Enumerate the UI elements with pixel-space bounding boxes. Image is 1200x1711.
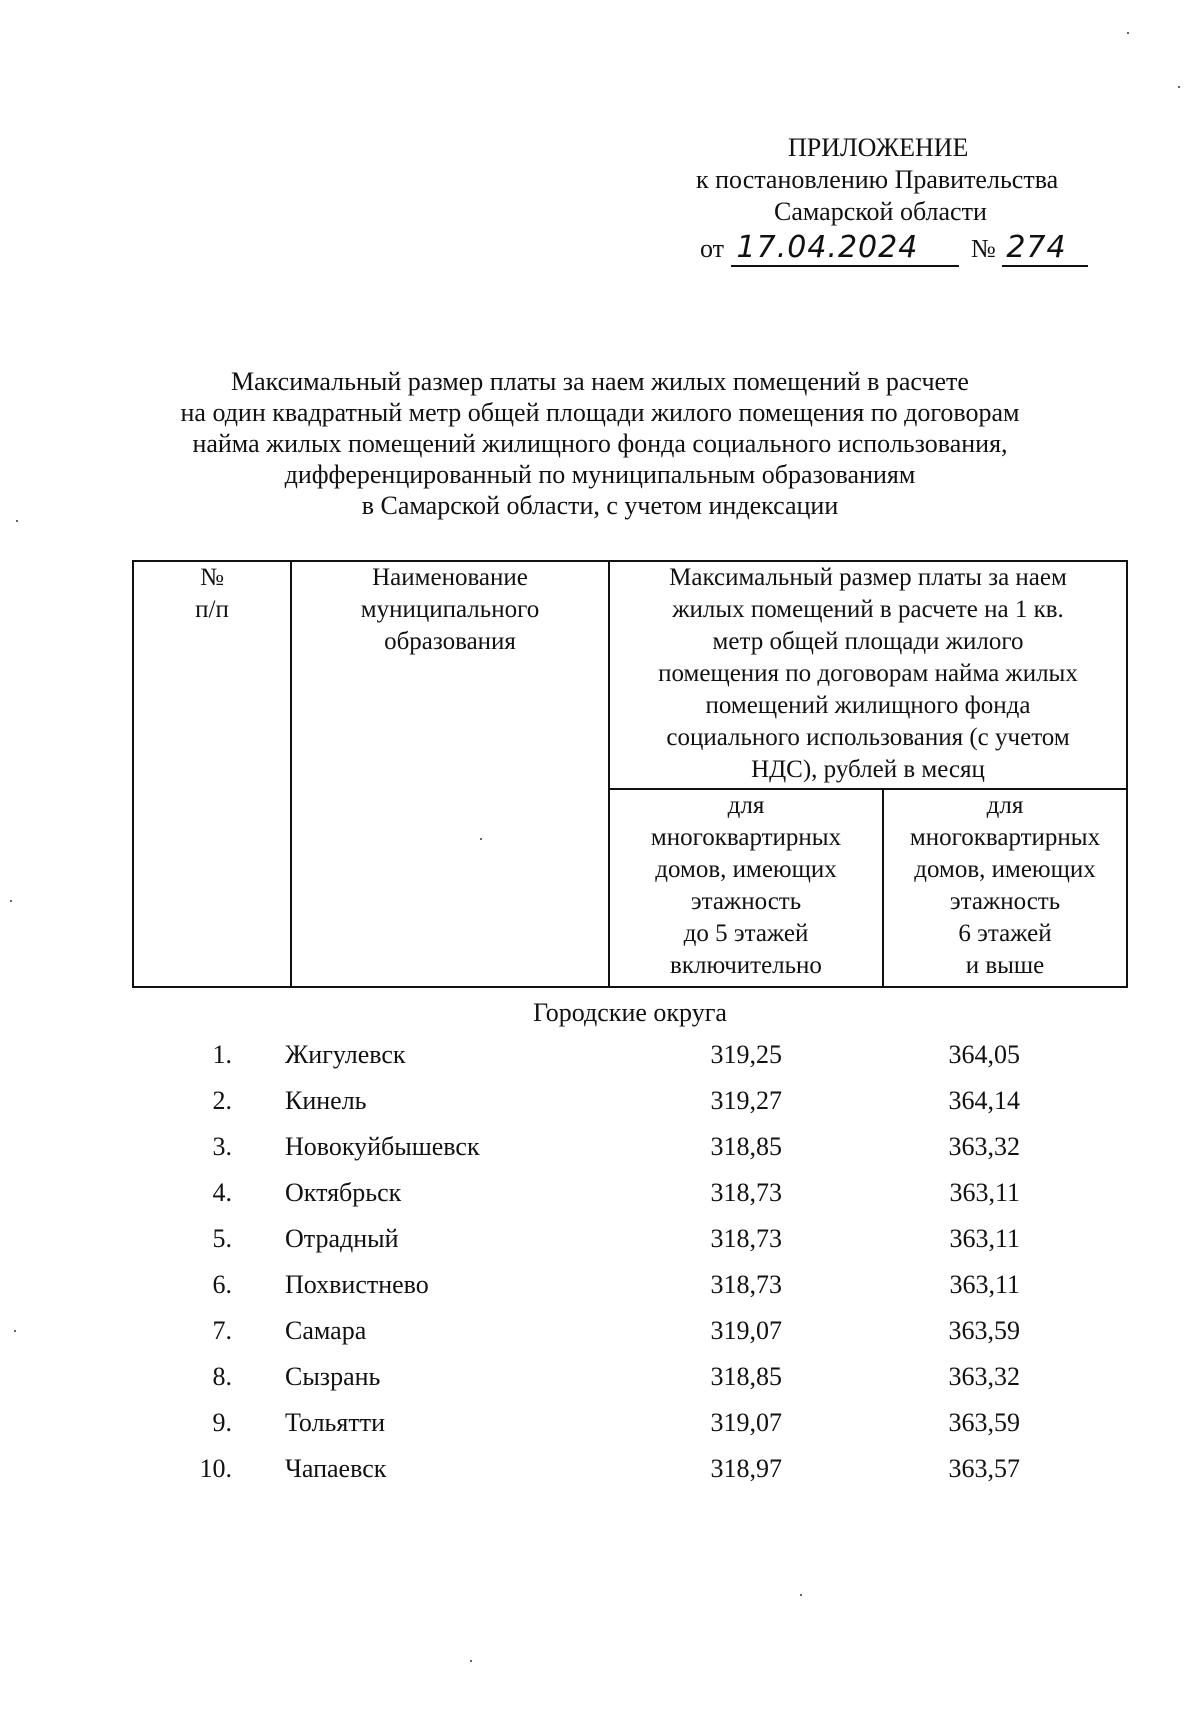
header-fee [610,562,1126,786]
row-fee-high-rise: 364,14 [948,1086,1020,1115]
header-fee-line: социального использования (с учетом [666,724,1070,751]
row-fee-low-rise: 318,73 [710,1270,782,1299]
header-sub1-line: домов, имеющих [655,856,837,883]
title-line: найма жилых помещений жилищного фонда социального использования, [192,429,1008,458]
table-row [0,1270,1200,1316]
header-name [292,562,608,658]
row-fee-high-rise: 363,59 [948,1316,1020,1345]
row-municipality: Сызрань [285,1362,381,1391]
table-row [0,1408,1200,1454]
row-fee-high-rise: 363,32 [948,1362,1020,1391]
row-municipality: Самара [285,1316,367,1345]
row-fee-high-rise: 363,32 [948,1132,1020,1161]
row-number: 9. [212,1408,232,1437]
number-prefix: № [971,234,996,263]
header-name-line: Наименование [372,564,528,591]
row-number: 3. [212,1132,232,1161]
table-border-right [1126,560,1128,988]
date-prefix: от [700,234,725,263]
handwritten-number: 274 [1006,230,1067,265]
header-fee-line: жилых помещений в расчете на 1 кв. [672,596,1064,623]
header-sub2-line: многоквартирных [909,824,1101,851]
row-municipality: Кинель [285,1086,367,1115]
header-sub1-line: включительно [670,952,822,979]
row-fee-low-rise: 318,85 [710,1132,782,1161]
header-sub-high-rise [884,790,1126,982]
appendix-title: ПРИЛОЖЕНИЕ [788,133,969,162]
row-fee-low-rise: 318,73 [710,1224,782,1253]
appendix-subtitle-1: к постановлению Правительства [696,165,1059,194]
section-label: Городские округа [533,998,727,1027]
row-number: 1. [212,1040,232,1069]
header-sub2-line: этажность [949,888,1061,915]
row-municipality: Новокуйбышевск [285,1132,480,1161]
header-name-line: муниципального [360,596,540,623]
table-row [0,1040,1200,1086]
table-row [0,1132,1200,1178]
scan-speck [470,1660,472,1662]
row-number: 4. [212,1178,232,1207]
appendix-date-line [700,232,1088,267]
header-sub2-line: и выше [965,952,1045,979]
header-fee-line: НДС), рублей в месяц [751,756,985,783]
row-fee-low-rise: 319,07 [710,1316,782,1345]
handwritten-date: 17.04.2024 [736,230,919,265]
scan-speck [10,900,12,902]
header-sub1-line: для [727,792,765,819]
header-fee-line: помещений жилищного фонда [705,692,1031,719]
header-sub2-line: для [986,792,1024,819]
row-number: 7. [212,1316,232,1345]
row-municipality: Тольятти [285,1408,386,1437]
document-title [100,366,1100,521]
row-municipality: Похвистнево [285,1270,429,1299]
table-row [0,1316,1200,1362]
title-line: Максимальный размер платы за наем жилых помещений в расчете [231,367,969,396]
table-header [132,560,1128,988]
row-municipality: Чапаевск [285,1454,387,1483]
row-municipality: Жигулевск [285,1040,406,1069]
scan-speck [1178,86,1180,88]
date-field [731,232,959,267]
header-sub1-line: многоквартирных [650,824,842,851]
row-fee-low-rise: 318,85 [710,1362,782,1391]
row-fee-high-rise: 363,11 [949,1270,1020,1299]
row-number: 5. [212,1224,232,1253]
scan-speck [480,838,482,840]
title-line: на один квадратный метр общей площади жилого помещения по договорам [180,398,1020,427]
row-fee-high-rise: 363,59 [948,1408,1020,1437]
row-number: 10. [199,1454,232,1483]
header-sub2-line: 6 этажей [958,920,1052,947]
table-row [0,1178,1200,1224]
header-sub-low-rise [610,790,882,982]
scan-speck [800,1594,802,1596]
table-border-bottom [132,986,1128,988]
row-fee-high-rise: 363,11 [949,1224,1020,1253]
row-fee-low-rise: 318,97 [710,1454,782,1483]
scan-speck [16,520,18,522]
row-fee-low-rise: 319,27 [710,1086,782,1115]
row-fee-high-rise: 363,57 [948,1454,1020,1483]
scan-speck [14,1330,16,1332]
header-num-line: № [200,564,224,591]
header-sub1-line: этажность [690,888,802,915]
row-fee-low-rise: 319,25 [710,1040,782,1069]
table-row [0,1224,1200,1270]
table-row [0,1362,1200,1408]
appendix-subtitle-2: Самарской области [774,197,987,226]
header-fee-line: метр общей площади жилого [712,628,1024,655]
row-municipality: Отрадный [285,1224,399,1253]
row-number: 8. [212,1362,232,1391]
title-line: дифференцированный по муниципальным образованиям [284,460,916,489]
row-fee-low-rise: 319,07 [710,1408,782,1437]
table-row [0,1086,1200,1132]
header-num [134,562,290,626]
row-fee-high-rise: 364,05 [948,1040,1020,1069]
row-fee-low-rise: 318,73 [710,1178,782,1207]
header-num-line: п/п [195,596,229,623]
row-municipality: Октябрьск [285,1178,402,1207]
header-name-line: образования [384,628,516,655]
header-fee-line: помещения по договорам найма жилых [658,660,1078,687]
row-number: 6. [212,1270,232,1299]
row-fee-high-rise: 363,11 [949,1178,1020,1207]
header-sub2-line: домов, имеющих [914,856,1096,883]
number-field [1002,232,1088,267]
row-number: 2. [212,1086,232,1115]
table-row [0,1454,1200,1500]
title-line: в Самарской области, с учетом индексации [361,491,839,520]
scan-speck [1127,32,1129,34]
header-sub1-line: до 5 этажей [683,920,809,947]
header-fee-line: Максимальный размер платы за наем [669,564,1067,591]
